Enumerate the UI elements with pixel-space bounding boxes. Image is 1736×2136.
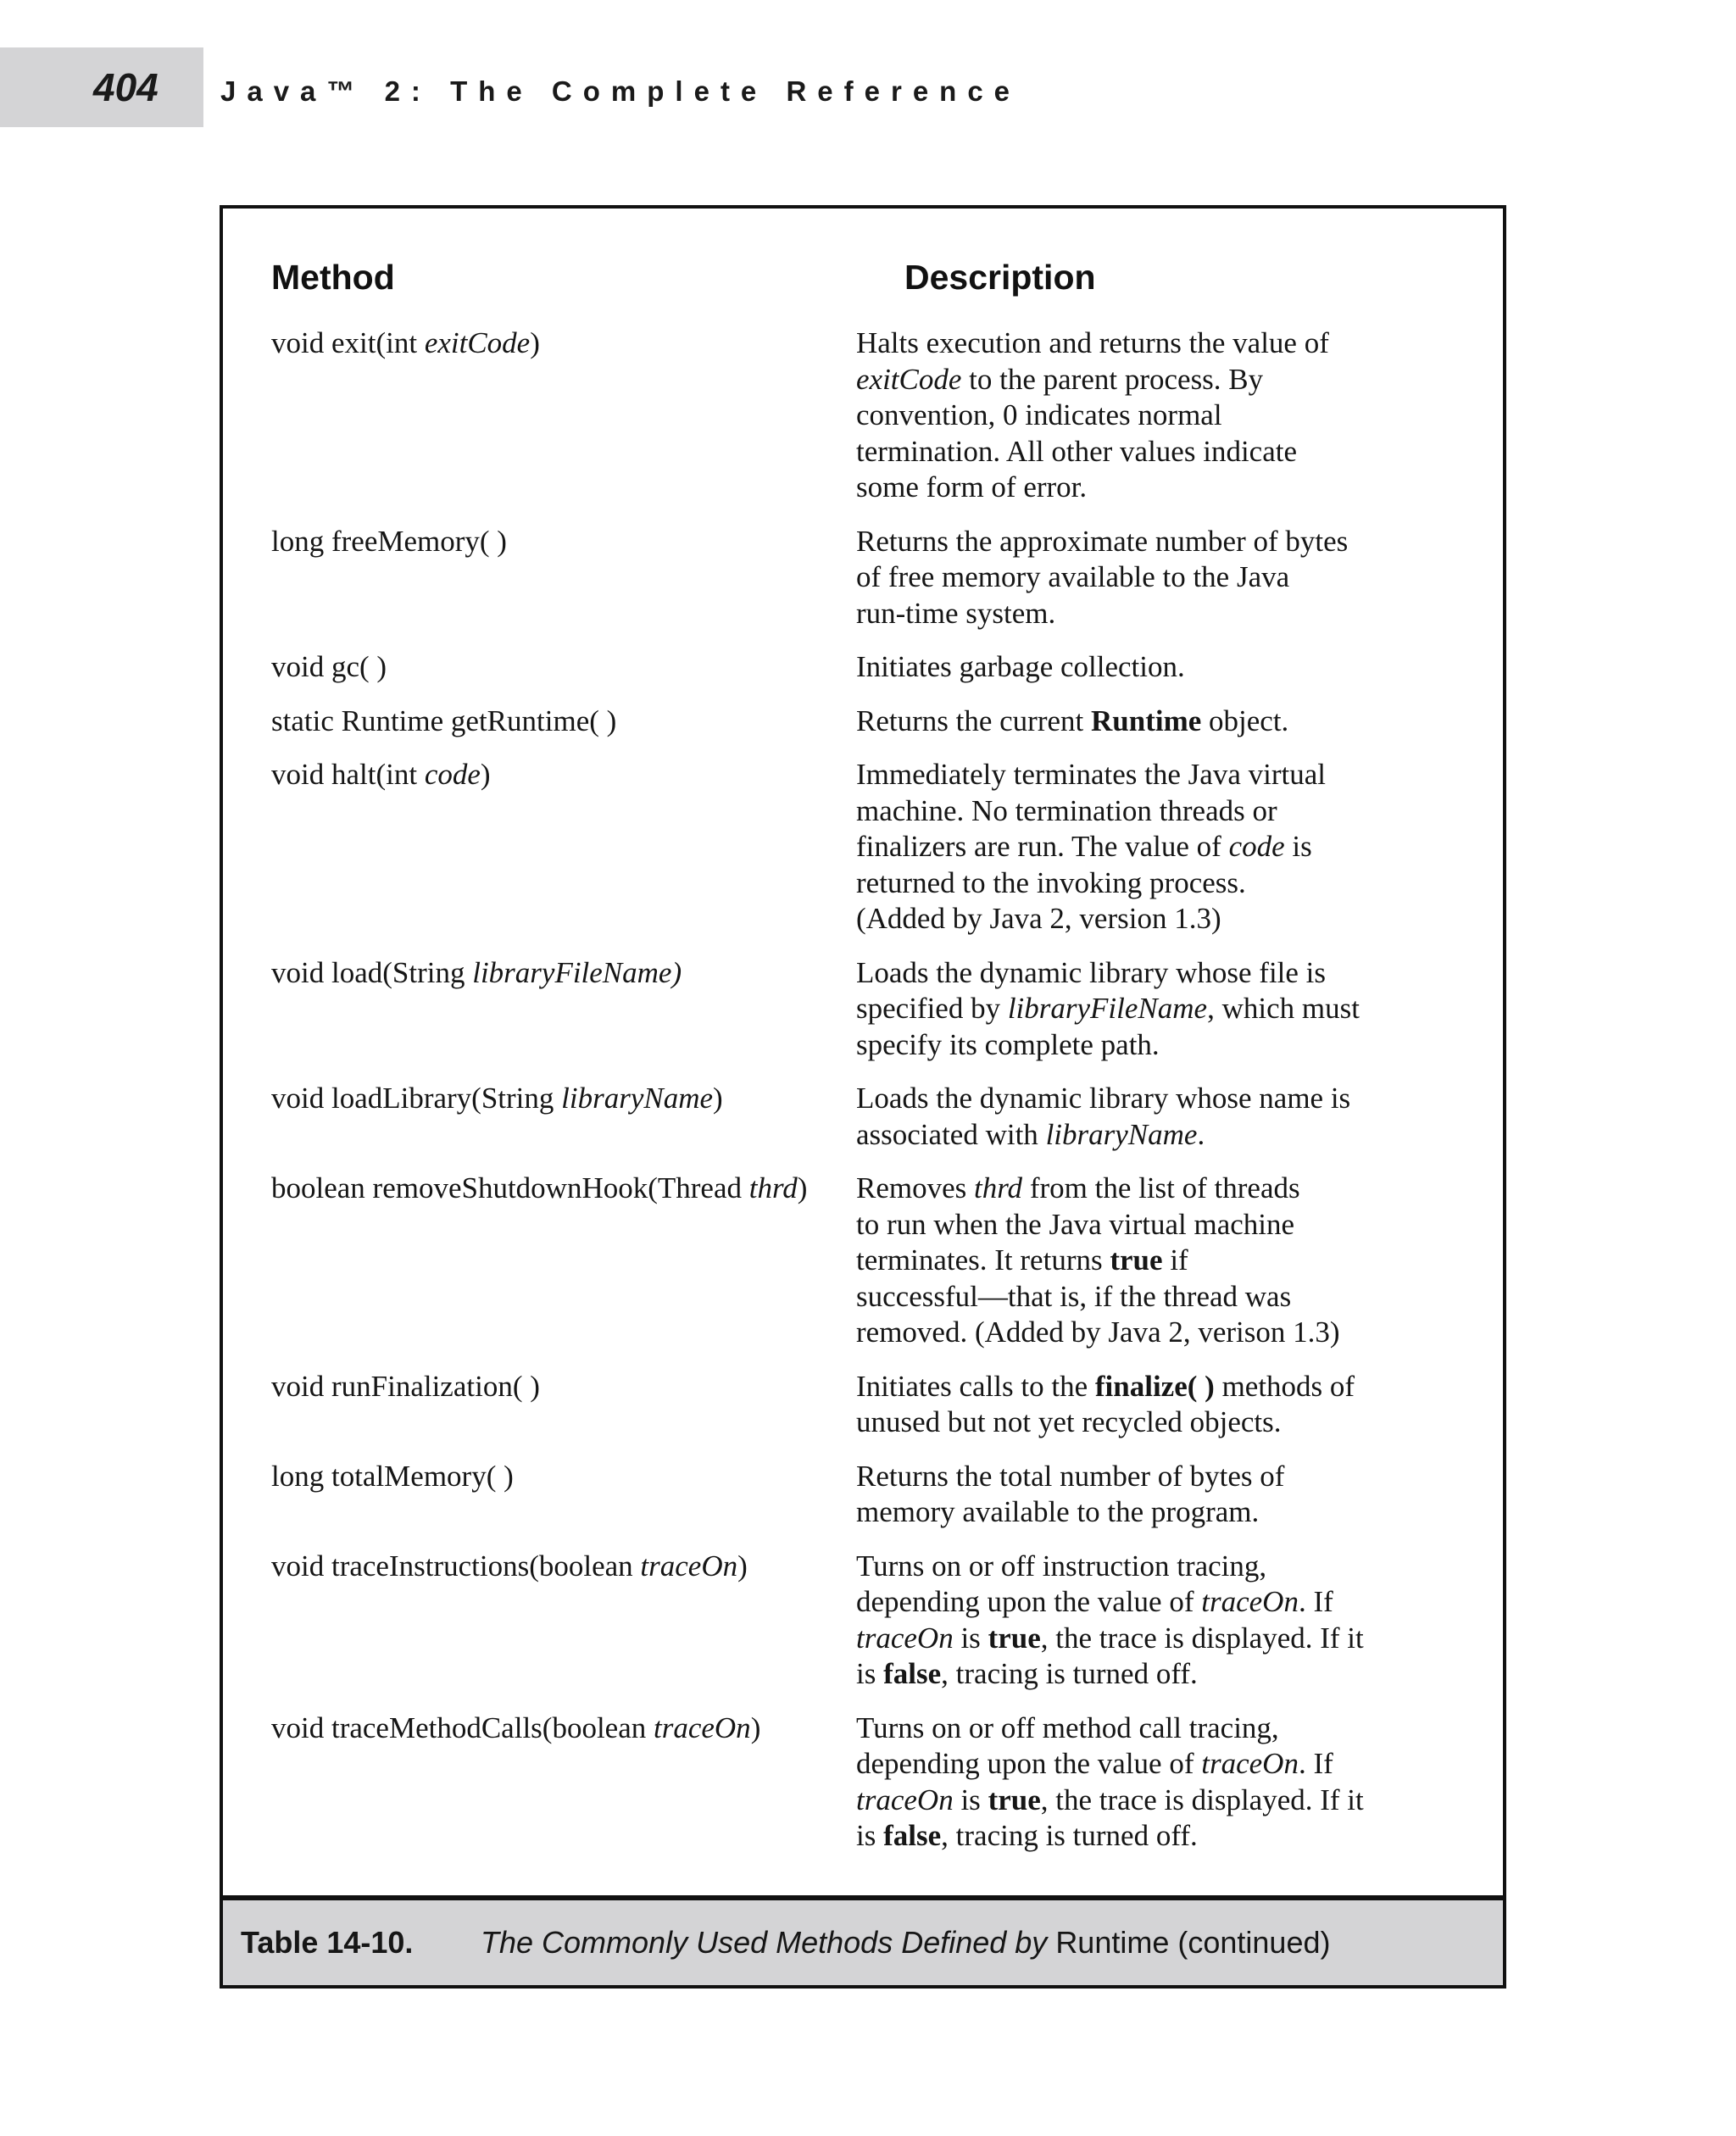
description-line — [856, 757, 1441, 793]
text-run: run-time system. — [856, 596, 1056, 630]
description-line — [856, 1783, 1441, 1819]
description-line — [856, 1369, 1441, 1405]
description-line — [856, 1315, 1441, 1351]
text-run: is — [1284, 830, 1312, 863]
method-signature — [223, 1171, 856, 1351]
text-run: Initiates calls to the — [856, 1369, 1095, 1403]
table-row — [223, 1081, 1503, 1153]
description-line — [856, 793, 1441, 830]
description-line — [856, 829, 1441, 865]
description-line — [856, 1027, 1441, 1064]
table-caption — [223, 1895, 1503, 1985]
text-run: is — [856, 1657, 884, 1690]
method-signature — [223, 325, 856, 506]
text-run: ) — [750, 1710, 761, 1744]
text-run: , which must — [1207, 992, 1360, 1025]
description-line — [856, 901, 1441, 937]
text-run: traceOn — [653, 1710, 751, 1744]
method-description — [856, 649, 1441, 686]
text-run: machine. No termination threads or — [856, 793, 1277, 827]
text-run: convention, 0 indicates normal — [856, 398, 1222, 431]
text-run: void traceInstructions(boolean — [271, 1549, 641, 1583]
text-run: ) — [797, 1171, 808, 1204]
method-signature — [223, 1459, 856, 1531]
method-description — [856, 524, 1441, 632]
table-row — [223, 757, 1503, 937]
method-description — [856, 704, 1441, 740]
method-signature — [223, 1710, 856, 1855]
text-run: to the parent process. By — [961, 362, 1264, 396]
method-signature — [223, 1369, 856, 1441]
text-run: . If — [1298, 1585, 1333, 1618]
method-description — [856, 1171, 1441, 1351]
text-run: false — [883, 1819, 942, 1852]
text-run: specified by — [856, 992, 1008, 1025]
text-run: from the list of threads — [1022, 1171, 1300, 1204]
text-run: false — [883, 1657, 942, 1690]
text-run: true — [988, 1783, 1041, 1816]
text-run: , tracing is turned off. — [941, 1657, 1198, 1690]
description-line — [856, 1584, 1441, 1621]
text-run: methods of — [1214, 1369, 1355, 1403]
method-signature — [223, 757, 856, 937]
methods-table — [220, 205, 1506, 1989]
description-line — [856, 955, 1441, 992]
text-run: Turns on or off method call tracing, — [856, 1710, 1279, 1744]
method-description — [856, 1369, 1441, 1441]
text-run: , the trace is displayed. If it — [1040, 1783, 1364, 1816]
text-run: terminates. It returns — [856, 1243, 1110, 1277]
text-run: libraryName — [1045, 1117, 1198, 1151]
text-run: ) — [737, 1549, 748, 1583]
method-description — [856, 757, 1441, 937]
text-run: void runFinalization( ) — [271, 1369, 540, 1403]
text-run: if — [1162, 1243, 1188, 1277]
method-description — [856, 1549, 1441, 1693]
text-run: Loads the dynamic library whose file is — [856, 955, 1327, 989]
text-run: libraryFileName) — [472, 955, 682, 989]
text-run: static Runtime getRuntime( ) — [271, 704, 617, 737]
text-run: object. — [1201, 704, 1289, 737]
table-row — [223, 1710, 1503, 1855]
description-line — [856, 1279, 1441, 1316]
description-line — [856, 1746, 1441, 1783]
description-line — [856, 398, 1441, 434]
text-run: Runtime — [1091, 704, 1202, 737]
table-row — [223, 1549, 1503, 1693]
text-run: true — [1110, 1243, 1163, 1277]
method-description — [856, 325, 1441, 506]
text-run: of free memory available to the Java — [856, 560, 1290, 593]
text-run: successful—that is, if the thread was — [856, 1279, 1292, 1313]
method-signature — [223, 1549, 856, 1693]
description-line — [856, 1117, 1441, 1154]
text-run: libraryName — [561, 1082, 714, 1115]
method-signature — [223, 1081, 856, 1153]
description-line — [856, 1405, 1441, 1441]
description-line — [856, 1656, 1441, 1693]
text-run: void exit(int — [271, 326, 425, 359]
method-description — [856, 1081, 1441, 1153]
text-run: memory available to the program. — [856, 1495, 1260, 1528]
text-run: . — [1197, 1117, 1205, 1151]
text-run: void load(String — [271, 955, 473, 989]
method-signature — [223, 704, 856, 740]
description-line — [856, 1818, 1441, 1855]
description-line — [856, 559, 1441, 596]
text-run: void gc( ) — [271, 650, 387, 683]
text-run: long freeMemory( ) — [271, 524, 507, 558]
description-line — [856, 865, 1441, 902]
text-run: removed. (Added by Java 2, verison 1.3) — [856, 1316, 1340, 1349]
table-body — [223, 209, 1503, 1895]
caption-class-name: Runtime — [1055, 1925, 1170, 1960]
text-run: , tracing is turned off. — [941, 1819, 1198, 1852]
caption-label: Table 14-10. — [241, 1925, 414, 1960]
description-line — [856, 1081, 1441, 1117]
description-line — [856, 1171, 1441, 1207]
text-run: to run when the Java virtual machine — [856, 1207, 1295, 1241]
text-run: . If — [1298, 1747, 1333, 1780]
table-row — [223, 704, 1503, 740]
description-line — [856, 1459, 1441, 1495]
text-run: Returns the current — [856, 704, 1091, 737]
text-run: thrd — [748, 1171, 798, 1204]
description-line — [856, 470, 1441, 506]
text-run: (Added by Java 2, version 1.3) — [856, 902, 1221, 935]
text-run: ) — [713, 1082, 723, 1115]
description-line — [856, 1621, 1441, 1657]
table-row — [223, 955, 1503, 1064]
text-run: exitCode — [856, 362, 962, 396]
description-line — [856, 704, 1441, 740]
text-run: Returns the total number of bytes of — [856, 1459, 1285, 1493]
text-run: code — [424, 758, 481, 791]
description-line — [856, 362, 1441, 398]
text-run: traceOn — [856, 1783, 954, 1816]
method-signature — [223, 524, 856, 632]
column-header-description: Description — [904, 258, 1096, 297]
table-row — [223, 524, 1503, 632]
caption-title: The Commonly Used Methods Defined by — [481, 1925, 1056, 1960]
text-run: depending upon the value of — [856, 1747, 1202, 1780]
text-run: traceOn — [640, 1549, 738, 1583]
text-run: thrd — [974, 1171, 1023, 1204]
text-run: Returns the approximate number of bytes — [856, 524, 1349, 558]
table-row — [223, 649, 1503, 686]
description-line — [856, 1243, 1441, 1279]
text-run: true — [988, 1621, 1041, 1655]
description-line — [856, 524, 1441, 560]
description-line — [856, 649, 1441, 686]
text-run: ) — [530, 326, 540, 359]
description-line — [856, 434, 1441, 470]
method-description — [856, 955, 1441, 1064]
description-line — [856, 1710, 1441, 1747]
text-run: finalizers are run. The value of — [856, 830, 1229, 863]
text-run: ) — [480, 758, 491, 791]
table-rows — [223, 325, 1503, 1872]
table-row — [223, 325, 1503, 506]
table-row — [223, 1171, 1503, 1351]
caption-suffix: (continued) — [1169, 1925, 1331, 1960]
method-signature — [223, 955, 856, 1064]
text-run: termination. All other values indicate — [856, 434, 1297, 468]
text-run: is — [953, 1621, 988, 1655]
text-run: is — [953, 1783, 988, 1816]
text-run: exitCode — [424, 326, 531, 359]
text-run: Turns on or off instruction tracing, — [856, 1549, 1267, 1583]
description-line — [856, 596, 1441, 632]
text-run: Initiates garbage collection. — [856, 650, 1185, 683]
text-run: void halt(int — [271, 758, 425, 791]
text-run: void traceMethodCalls(boolean — [271, 1710, 654, 1744]
table-row — [223, 1369, 1503, 1441]
text-run: traceOn — [1201, 1585, 1299, 1618]
text-run: , the trace is displayed. If it — [1040, 1621, 1364, 1655]
text-run: long totalMemory( ) — [271, 1459, 514, 1493]
description-line — [856, 1207, 1441, 1243]
method-description — [856, 1459, 1441, 1531]
text-run: returned to the invoking process. — [856, 865, 1246, 899]
description-line — [856, 1494, 1441, 1531]
text-run: unused but not yet recycled objects. — [856, 1405, 1282, 1438]
text-run: Immediately terminates the Java virtual — [856, 758, 1326, 791]
text-run: Halts execution and returns the value of — [856, 326, 1329, 359]
description-line — [856, 325, 1441, 362]
table-row — [223, 1459, 1503, 1531]
text-run: some form of error. — [856, 470, 1088, 503]
description-line — [856, 1549, 1441, 1585]
text-run: depending upon the value of — [856, 1585, 1202, 1618]
text-run: is — [856, 1819, 884, 1852]
method-signature — [223, 649, 856, 686]
text-run: associated with — [856, 1117, 1046, 1151]
text-run: boolean removeShutdownHook(Thread — [271, 1171, 749, 1204]
text-run: traceOn — [856, 1621, 954, 1655]
text-run: code — [1228, 830, 1285, 863]
text-run: Removes — [856, 1171, 975, 1204]
text-run: libraryFileName — [1007, 992, 1208, 1025]
text-run: specify its complete path. — [856, 1027, 1160, 1061]
column-header-method: Method — [271, 258, 395, 297]
text-run: finalize( ) — [1094, 1369, 1215, 1403]
text-run: void loadLibrary(String — [271, 1082, 562, 1115]
running-head: Java™ 2: The Complete Reference — [220, 75, 1021, 107]
description-line — [856, 991, 1441, 1027]
method-description — [856, 1710, 1441, 1855]
text-run: Loads the dynamic library whose name is — [856, 1082, 1351, 1115]
page-number: 404 — [93, 65, 159, 109]
text-run: traceOn — [1201, 1747, 1299, 1780]
